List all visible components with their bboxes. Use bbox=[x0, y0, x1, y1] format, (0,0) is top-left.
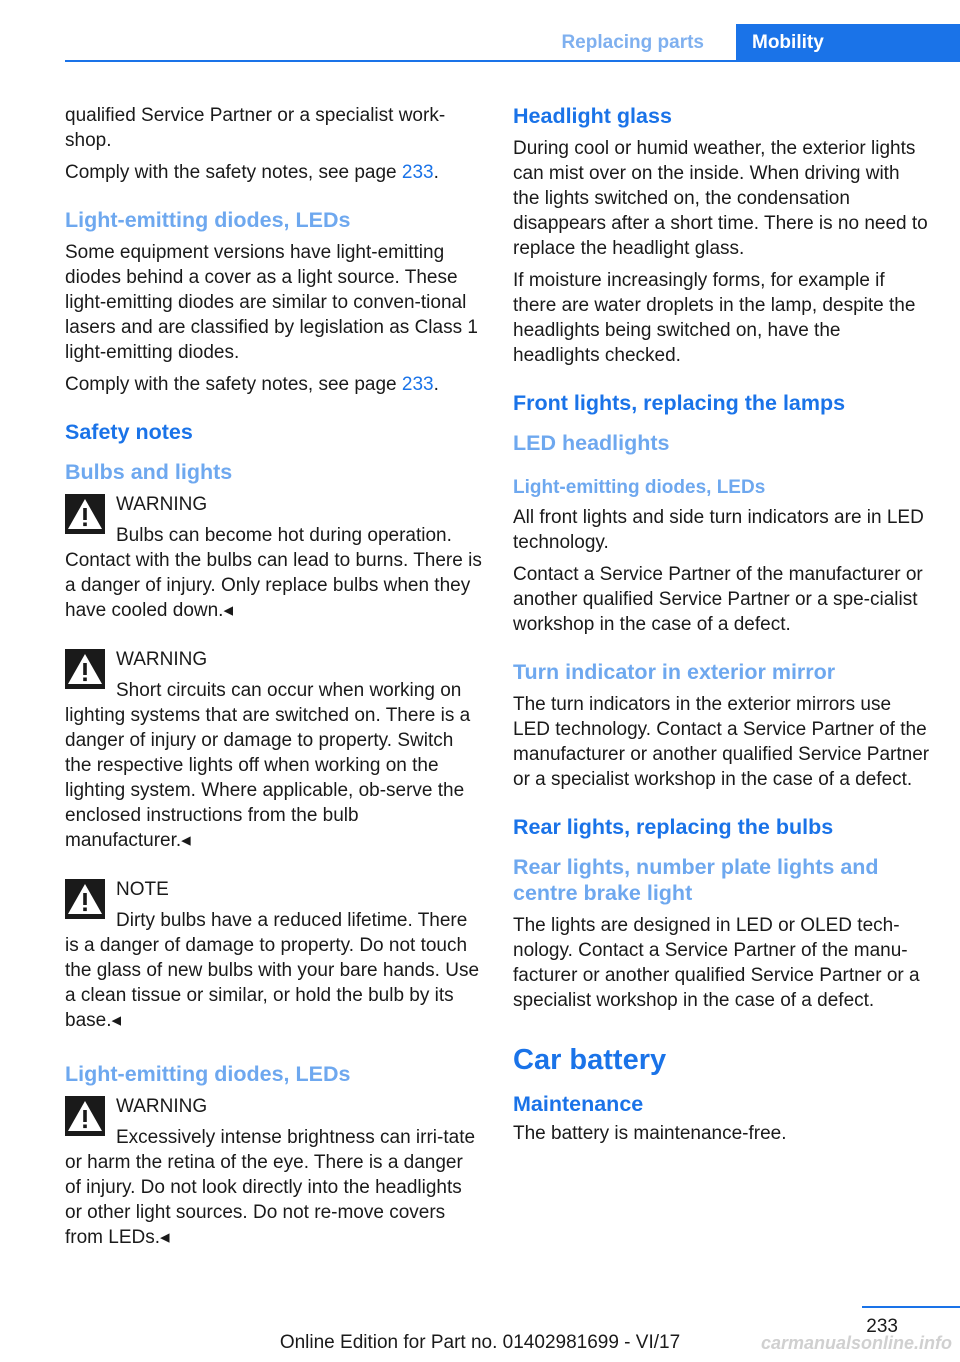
warning-box bbox=[65, 492, 483, 623]
text: Comply with the safety notes, see page bbox=[65, 162, 402, 183]
warning-body: Short circuits can occur when working on lighting systems that are switched on. There is a danger of injury or damage to property. Switch the respective lights off when working on the lighting system. Where applicable, ob‐serve the enclosed instructions from the bulb manufacturer.◂ bbox=[65, 680, 471, 851]
page-link[interactable]: 233 bbox=[401, 162, 434, 183]
right-column bbox=[513, 103, 931, 1153]
paragraph: Some equipment versions have light-emitting diodes behind a cover as a light source. These light-emitting diodes are similar to conven‐tional lasers and are classified by legislation as Class 1 light-emitting diodes. bbox=[65, 242, 478, 363]
warning-title: WARNING bbox=[116, 1096, 208, 1117]
header-section-label: Replacing parts bbox=[561, 32, 704, 53]
footer-rule bbox=[862, 1306, 960, 1308]
note-body: Dirty bulbs have a reduced lifetime. There is a danger of damage to property. Do not touch the glass of new bulbs with your bare hands. Use a clean tissue or similar, or hold the bulb by its base.◂ bbox=[65, 910, 480, 1031]
note-title: NOTE bbox=[116, 879, 169, 900]
warning-body: Bulbs can become hot during operation. Contact with the bulbs can lead to burns. There is a danger of injury. Only replace bulbs when they have cooled down.◂ bbox=[65, 525, 482, 621]
header-chapter-tab: Mobility bbox=[736, 24, 960, 62]
paragraph-safety-ref bbox=[65, 372, 483, 397]
warning-triangle-icon bbox=[65, 879, 105, 919]
warning-title: WARNING bbox=[116, 649, 208, 670]
page-number: 233 bbox=[866, 1316, 898, 1337]
heading-rear-lights: Rear lights, replacing the bulbs bbox=[513, 815, 834, 839]
heading-car-battery: Car battery bbox=[513, 1044, 667, 1076]
heading-safety-notes: Safety notes bbox=[65, 420, 193, 444]
page-link[interactable]: 233 bbox=[401, 374, 434, 395]
heading-leds: Light-emitting diodes, LEDs bbox=[65, 208, 351, 232]
warning-triangle-icon bbox=[65, 494, 105, 534]
heading-front-lights: Front lights, replacing the lamps bbox=[513, 391, 846, 415]
paragraph: If moisture increasingly forms, for example if there are water droplets in the lamp, despite the headlights being switched on, have the headlights checked. bbox=[513, 270, 916, 366]
warning-triangle-icon bbox=[65, 1096, 105, 1136]
heading-rear-lights-sub: Rear lights, number plate lights and centre brake light bbox=[513, 855, 879, 905]
text: . bbox=[433, 162, 439, 183]
heading-maintenance: Maintenance bbox=[513, 1092, 644, 1116]
heading-turn-indicator: Turn indicator in exterior mirror bbox=[513, 660, 836, 684]
heading-headlight-glass: Headlight glass bbox=[513, 104, 672, 128]
paragraph: All front lights and side turn indicators are in LED technology. bbox=[513, 507, 924, 553]
heading-bulbs-lights: Bulbs and lights bbox=[65, 460, 233, 484]
paragraph: qualified Service Partner or a specialist work‐shop. bbox=[65, 105, 446, 151]
paragraph: The lights are designed in LED or OLED tech‐nology. Contact a Service Partner of the manu‐facturer or another qualified Service Partner or a specialist workshop in the case of a defect. bbox=[513, 915, 920, 1011]
paragraph-safety-ref bbox=[65, 160, 483, 185]
warning-body: Excessively intense brightness can irri‐tate or harm the retina of the eye. There is a danger of injury. Do not look directly into the headlights or other light sources. Do not re‐move covers from LEDs.◂ bbox=[65, 1127, 476, 1248]
warning-triangle-icon bbox=[65, 649, 105, 689]
footer-edition: Online Edition for Part no. 01402981699 - VI/17 bbox=[279, 1332, 681, 1353]
heading-leds: Light-emitting diodes, LEDs bbox=[513, 477, 766, 498]
paragraph: During cool or humid weather, the exterior lights can mist over on the inside. When driving with the lights switched on, the condensation disappears after a short time. There is no need to replace the headlight glass. bbox=[513, 138, 928, 259]
text: Comply with the safety notes, see page bbox=[65, 374, 402, 395]
paragraph: The turn indicators in the exterior mirrors use LED technology. Contact a Service Partner of the manufacturer or another qualified Service Partner or a specialist workshop in the case of a defect. bbox=[513, 694, 930, 790]
warning-box bbox=[65, 647, 483, 853]
left-column bbox=[65, 103, 483, 1274]
warning-box bbox=[65, 1094, 483, 1250]
watermark-logo: carmanualsonline.info bbox=[760, 1333, 952, 1353]
warning-title: WARNING bbox=[116, 494, 208, 515]
heading-leds: Light-emitting diodes, LEDs bbox=[65, 1062, 351, 1086]
heading-led-headlights: LED headlights bbox=[513, 431, 670, 455]
paragraph: The battery is maintenance-free. bbox=[513, 1123, 787, 1144]
paragraph: Contact a Service Partner of the manufacturer or another qualified Service Partner or a spe‐cialist workshop in the case of a defect. bbox=[513, 564, 923, 635]
page-header bbox=[65, 24, 960, 62]
text: . bbox=[433, 374, 439, 395]
note-box bbox=[65, 877, 483, 1033]
